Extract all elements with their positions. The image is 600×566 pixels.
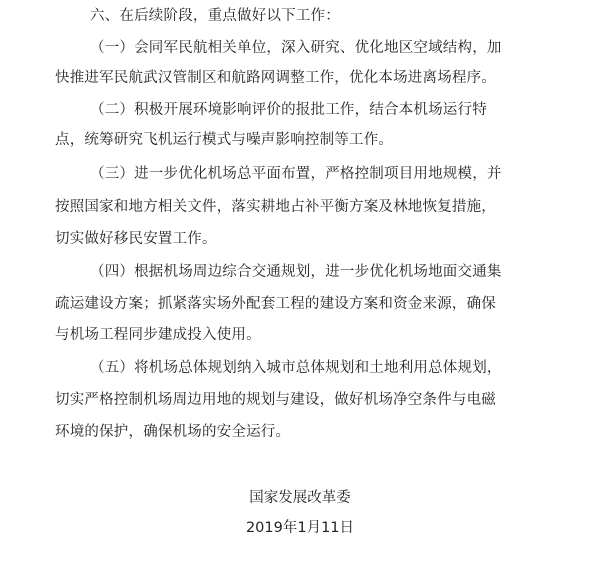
paragraph-line: 切实做好移民安置工作。 — [55, 231, 217, 247]
signature-date: 2019年1月11日 — [245, 520, 355, 536]
paragraph-line: （四）根据机场周边综合交通规划，进一步优化机场地面交通集 — [90, 264, 502, 280]
paragraph-line: 疏运建设方案；抓紧落实场外配套工程的建设方案和资金来源，确保 — [55, 296, 496, 312]
paragraph-line: 点，统筹研究飞机运行模式与噪声影响控制等工作。 — [55, 132, 394, 148]
paragraph-line: 环境的保护，确保机场的安全运行。 — [55, 424, 291, 440]
paragraph-line: （二）积极开展环境影响评价的报批工作，结合本机场运行特 — [90, 102, 487, 118]
paragraph-line: 按照国家和地方相关文件，落实耕地占补平衡方案及林地恢复措施， — [55, 199, 496, 215]
paragraph-line: （三）进一步优化机场总平面布置，严格控制项目用地规模，并 — [90, 166, 502, 182]
paragraph-line: （五）将机场总体规划纳入城市总体规划和土地利用总体规划， — [90, 360, 502, 376]
section-heading: 六、在后续阶段，重点做好以下工作： — [90, 8, 340, 24]
paragraph-line: 切实严格控制机场周边用地的规划与建设，做好机场净空条件与电磁 — [55, 392, 496, 408]
paragraph-line: 与机场工程同步建成投入使用。 — [55, 327, 261, 343]
paragraph-line: （一）会同军民航相关单位，深入研究、优化地区空域结构，加 — [90, 40, 502, 56]
paragraph-line: 快推进军民航武汉管制区和航路网调整工作，优化本场进离场程序。 — [55, 70, 496, 86]
signature-org: 国家发展改革委 — [249, 490, 351, 506]
